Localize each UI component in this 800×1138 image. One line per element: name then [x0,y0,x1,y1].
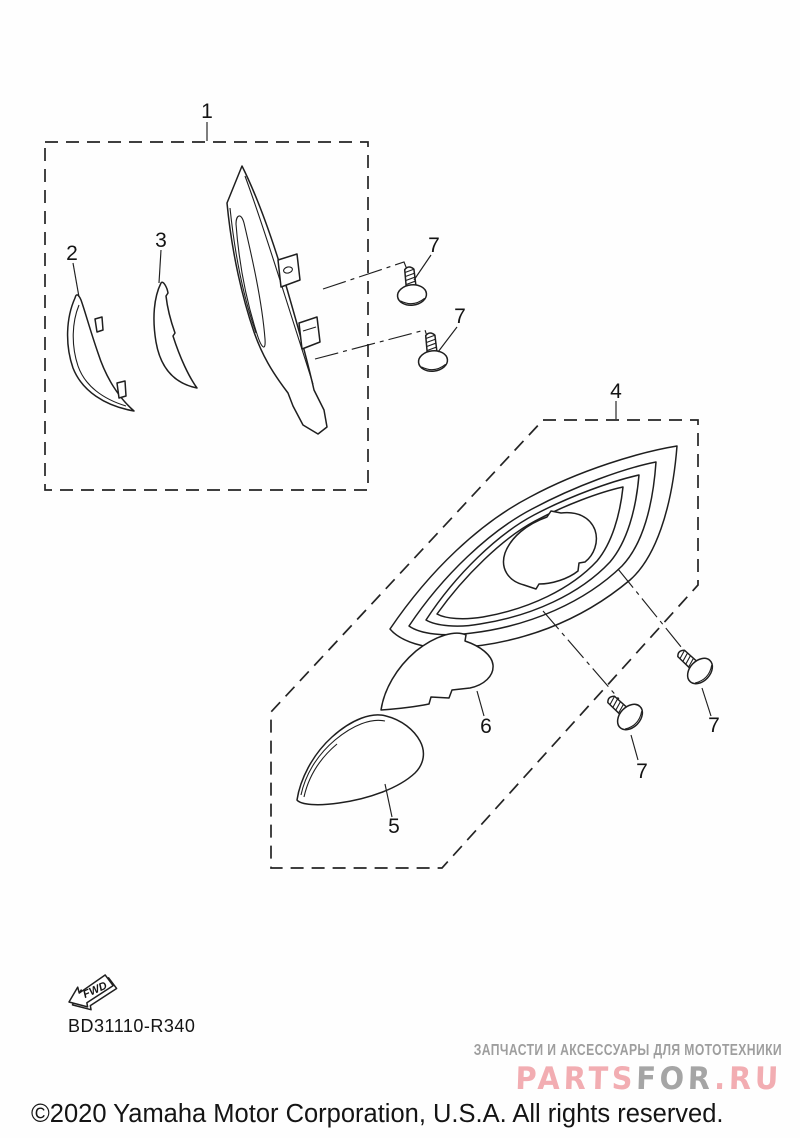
callout-2: 2 [66,242,78,265]
part-5-gasket [297,715,423,805]
screw-7-lower [416,332,449,373]
assembly-group-4 [271,420,717,868]
screw-7-left-tilted [600,687,648,734]
callout-4: 4 [610,380,622,403]
fwd-direction-arrow [65,973,120,1017]
part-4-bezel [390,446,677,648]
part-1-panel [227,166,327,434]
callout-7a: 7 [428,234,440,257]
callout-5: 5 [388,815,400,838]
callout-7c: 7 [636,760,648,783]
partsfor-logo [391,1061,783,1097]
leader-bezel-screw-b [618,569,686,653]
group-1-boundary [45,142,368,490]
callout-3: 3 [155,229,167,252]
watermark [362,1042,782,1097]
logo-part-ru: .RU [713,1061,783,1097]
logo-part-for: FOR [635,1061,715,1097]
leader-bezel-screw-a [543,611,619,699]
part-3-strip [154,282,197,388]
copyright-line: ©2020 Yamaha Motor Corporation, U.S.A. All rights reserved. [31,1100,724,1128]
assembly-group-1 [45,142,448,490]
logo-part-parts: PARTS [514,1061,637,1097]
callout-1: 1 [201,100,213,123]
part-2-cover [68,295,134,411]
drawing-number: BD31110-R340 [68,1016,196,1036]
watermark-tagline: ЗАПЧАСТИ И АКСЕССУАРЫ ДЛЯ МОТОТЕХНИКИ [473,1042,782,1059]
fwd-label: FWD [81,979,109,1001]
screw-7-right-tilted [670,641,718,688]
leader-tab2-screw [315,330,430,359]
leader-tab1-screw [323,262,410,289]
callout-7b: 7 [454,305,466,328]
callout-6: 6 [480,715,492,738]
callout-7d: 7 [708,714,720,737]
screw-7-upper [395,266,428,307]
